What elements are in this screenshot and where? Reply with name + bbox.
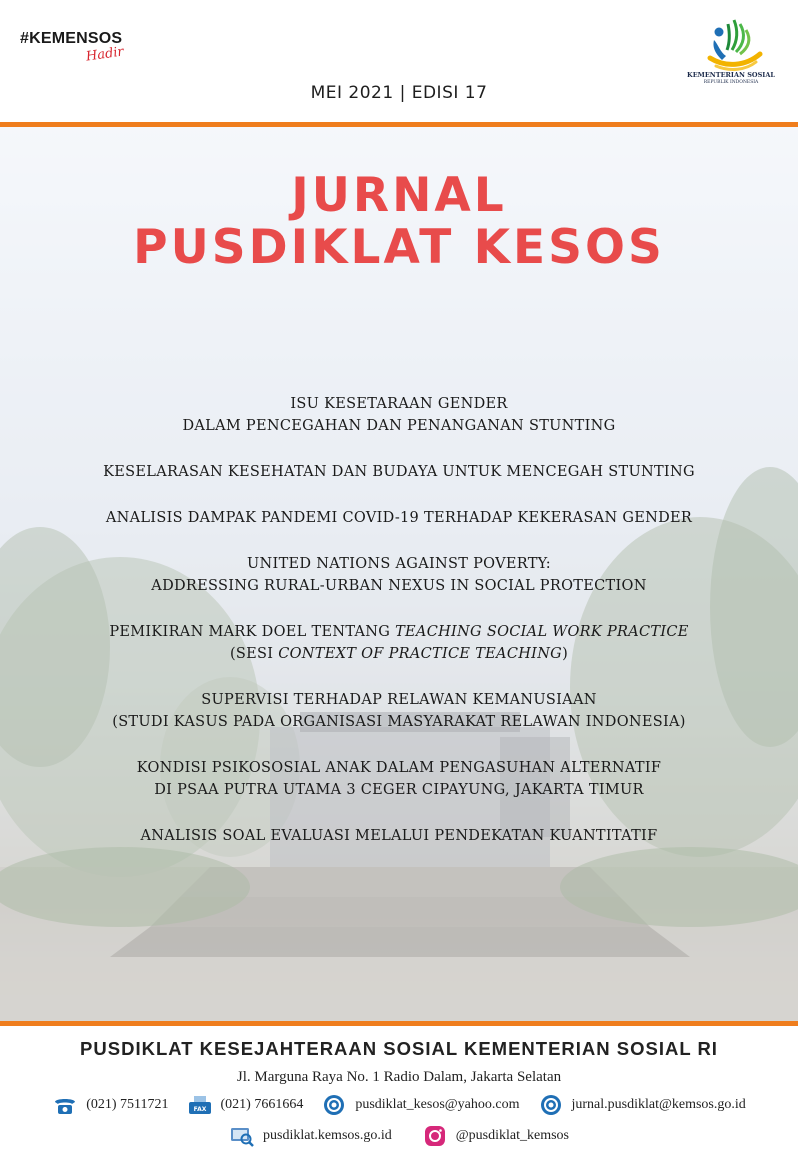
article-title-line: UNITED NATIONS AGAINST POVERTY: (247, 556, 551, 572)
fax-machine-icon (187, 1093, 213, 1117)
article-title-line: ADDRESSING RURAL-URBAN NEXUS IN SOCIAL PROTECTION (151, 578, 647, 594)
ministry-name (676, 72, 786, 86)
article-title (40, 507, 758, 529)
website-url[interactable]: pusdiklat.kemsos.go.id (263, 1128, 392, 1143)
article-list (40, 393, 758, 871)
article-title (40, 689, 758, 733)
email-at-icon (321, 1093, 347, 1117)
article-title-line: DALAM PENCEGAHAN DAN PENANGANAN STUNTING (182, 418, 616, 434)
journal-title-line-2: PUSDIKLAT KESOS (133, 220, 665, 275)
phone-contact (52, 1093, 168, 1117)
article-title-line: SUPERVISI TERHADAP RELAWAN KEMANUSIAAN (201, 692, 597, 708)
cover-header (0, 0, 798, 122)
email-address[interactable]: pusdiklat_kesos@yahoo.com (355, 1097, 520, 1112)
article-title-line: ISU KESETARAAN GENDER (290, 396, 508, 412)
article-title-line: ANALISIS SOAL EVALUASI MELALUI PENDEKATAN KUANTITATIF (140, 828, 658, 844)
article-title (40, 461, 758, 483)
article-title (40, 825, 758, 847)
cover-footer (0, 1026, 798, 1169)
article-title-line (40, 643, 758, 665)
institution-address: Jl. Marguna Raya No. 1 Radio Dalam, Jakarta Selatan (236, 1069, 562, 1085)
telephone-icon (52, 1093, 78, 1117)
email-contact-2[interactable] (538, 1093, 746, 1117)
instagram-handle[interactable]: @pusdiklat_kemsos (455, 1128, 569, 1143)
article-title-line: (STUDI KASUS PADA ORGANISASI MASYARAKAT RELAWAN INDONESIA) (112, 714, 686, 730)
article-title-line: KESELARASAN KESEHATAN DAN BUDAYA UNTUK MENCEGAH STUNTING (103, 464, 695, 480)
journal-title-line-1: JURNAL (291, 168, 507, 223)
article-title (40, 621, 758, 665)
article-title-line: ANALISIS DAMPAK PANDEMI COVID-19 TERHADAP KEKERASAN GENDER (105, 510, 693, 526)
fax-icon-label: FAX (193, 1106, 206, 1113)
article-title-italic-text: TEACHING SOCIAL WORK PRACTICE (395, 624, 689, 640)
article-title (40, 393, 758, 437)
edition-label: MEI 2021 | EDISI 17 (310, 83, 488, 103)
email-address[interactable]: jurnal.pusdiklat@kemsos.go.id (571, 1097, 746, 1112)
fax-contact (187, 1093, 304, 1117)
hadir-script-text: Hadir (85, 44, 125, 65)
email-at-icon (538, 1093, 564, 1117)
kemensos-hashtag: #KEMENSOS (20, 30, 123, 47)
email-contact-1[interactable] (321, 1093, 519, 1117)
instagram-icon (422, 1124, 448, 1148)
article-title-line (40, 621, 758, 643)
web-search-icon (229, 1124, 255, 1148)
fax-number: (021) 7661664 (220, 1097, 304, 1112)
article-title-line: DI PSAA PUTRA UTAMA 3 CEGER CIPAYUNG, JAKARTA TIMUR (154, 782, 644, 798)
article-title-italic-text: CONTEXT OF PRACTICE TEACHING (278, 646, 563, 662)
ministry-name-text: KEMENTERIAN SOSIAL (687, 71, 775, 79)
article-title (40, 553, 758, 597)
article-title-text: ) (562, 646, 569, 662)
article-title (40, 757, 758, 801)
ministry-subtitle: REPUBLIK INDONESIA (703, 80, 759, 85)
contact-row (0, 1124, 798, 1148)
article-title-text: PEMIKIRAN MARK DOEL TENTANG (109, 624, 396, 640)
website-contact[interactable] (229, 1124, 392, 1148)
phone-number: (021) 7511721 (86, 1097, 169, 1112)
article-title-text: (SESI (229, 646, 279, 662)
article-title-line: KONDISI PSIKOSOSIAL ANAK DALAM PENGASUHAN ALTERNATIF (136, 760, 662, 776)
contact-row (0, 1093, 798, 1117)
instagram-contact[interactable] (422, 1124, 569, 1148)
institution-name: PUSDIKLAT KESEJAHTERAAN SOSIAL KEMENTERIAN SOSIAL RI (80, 1038, 718, 1059)
